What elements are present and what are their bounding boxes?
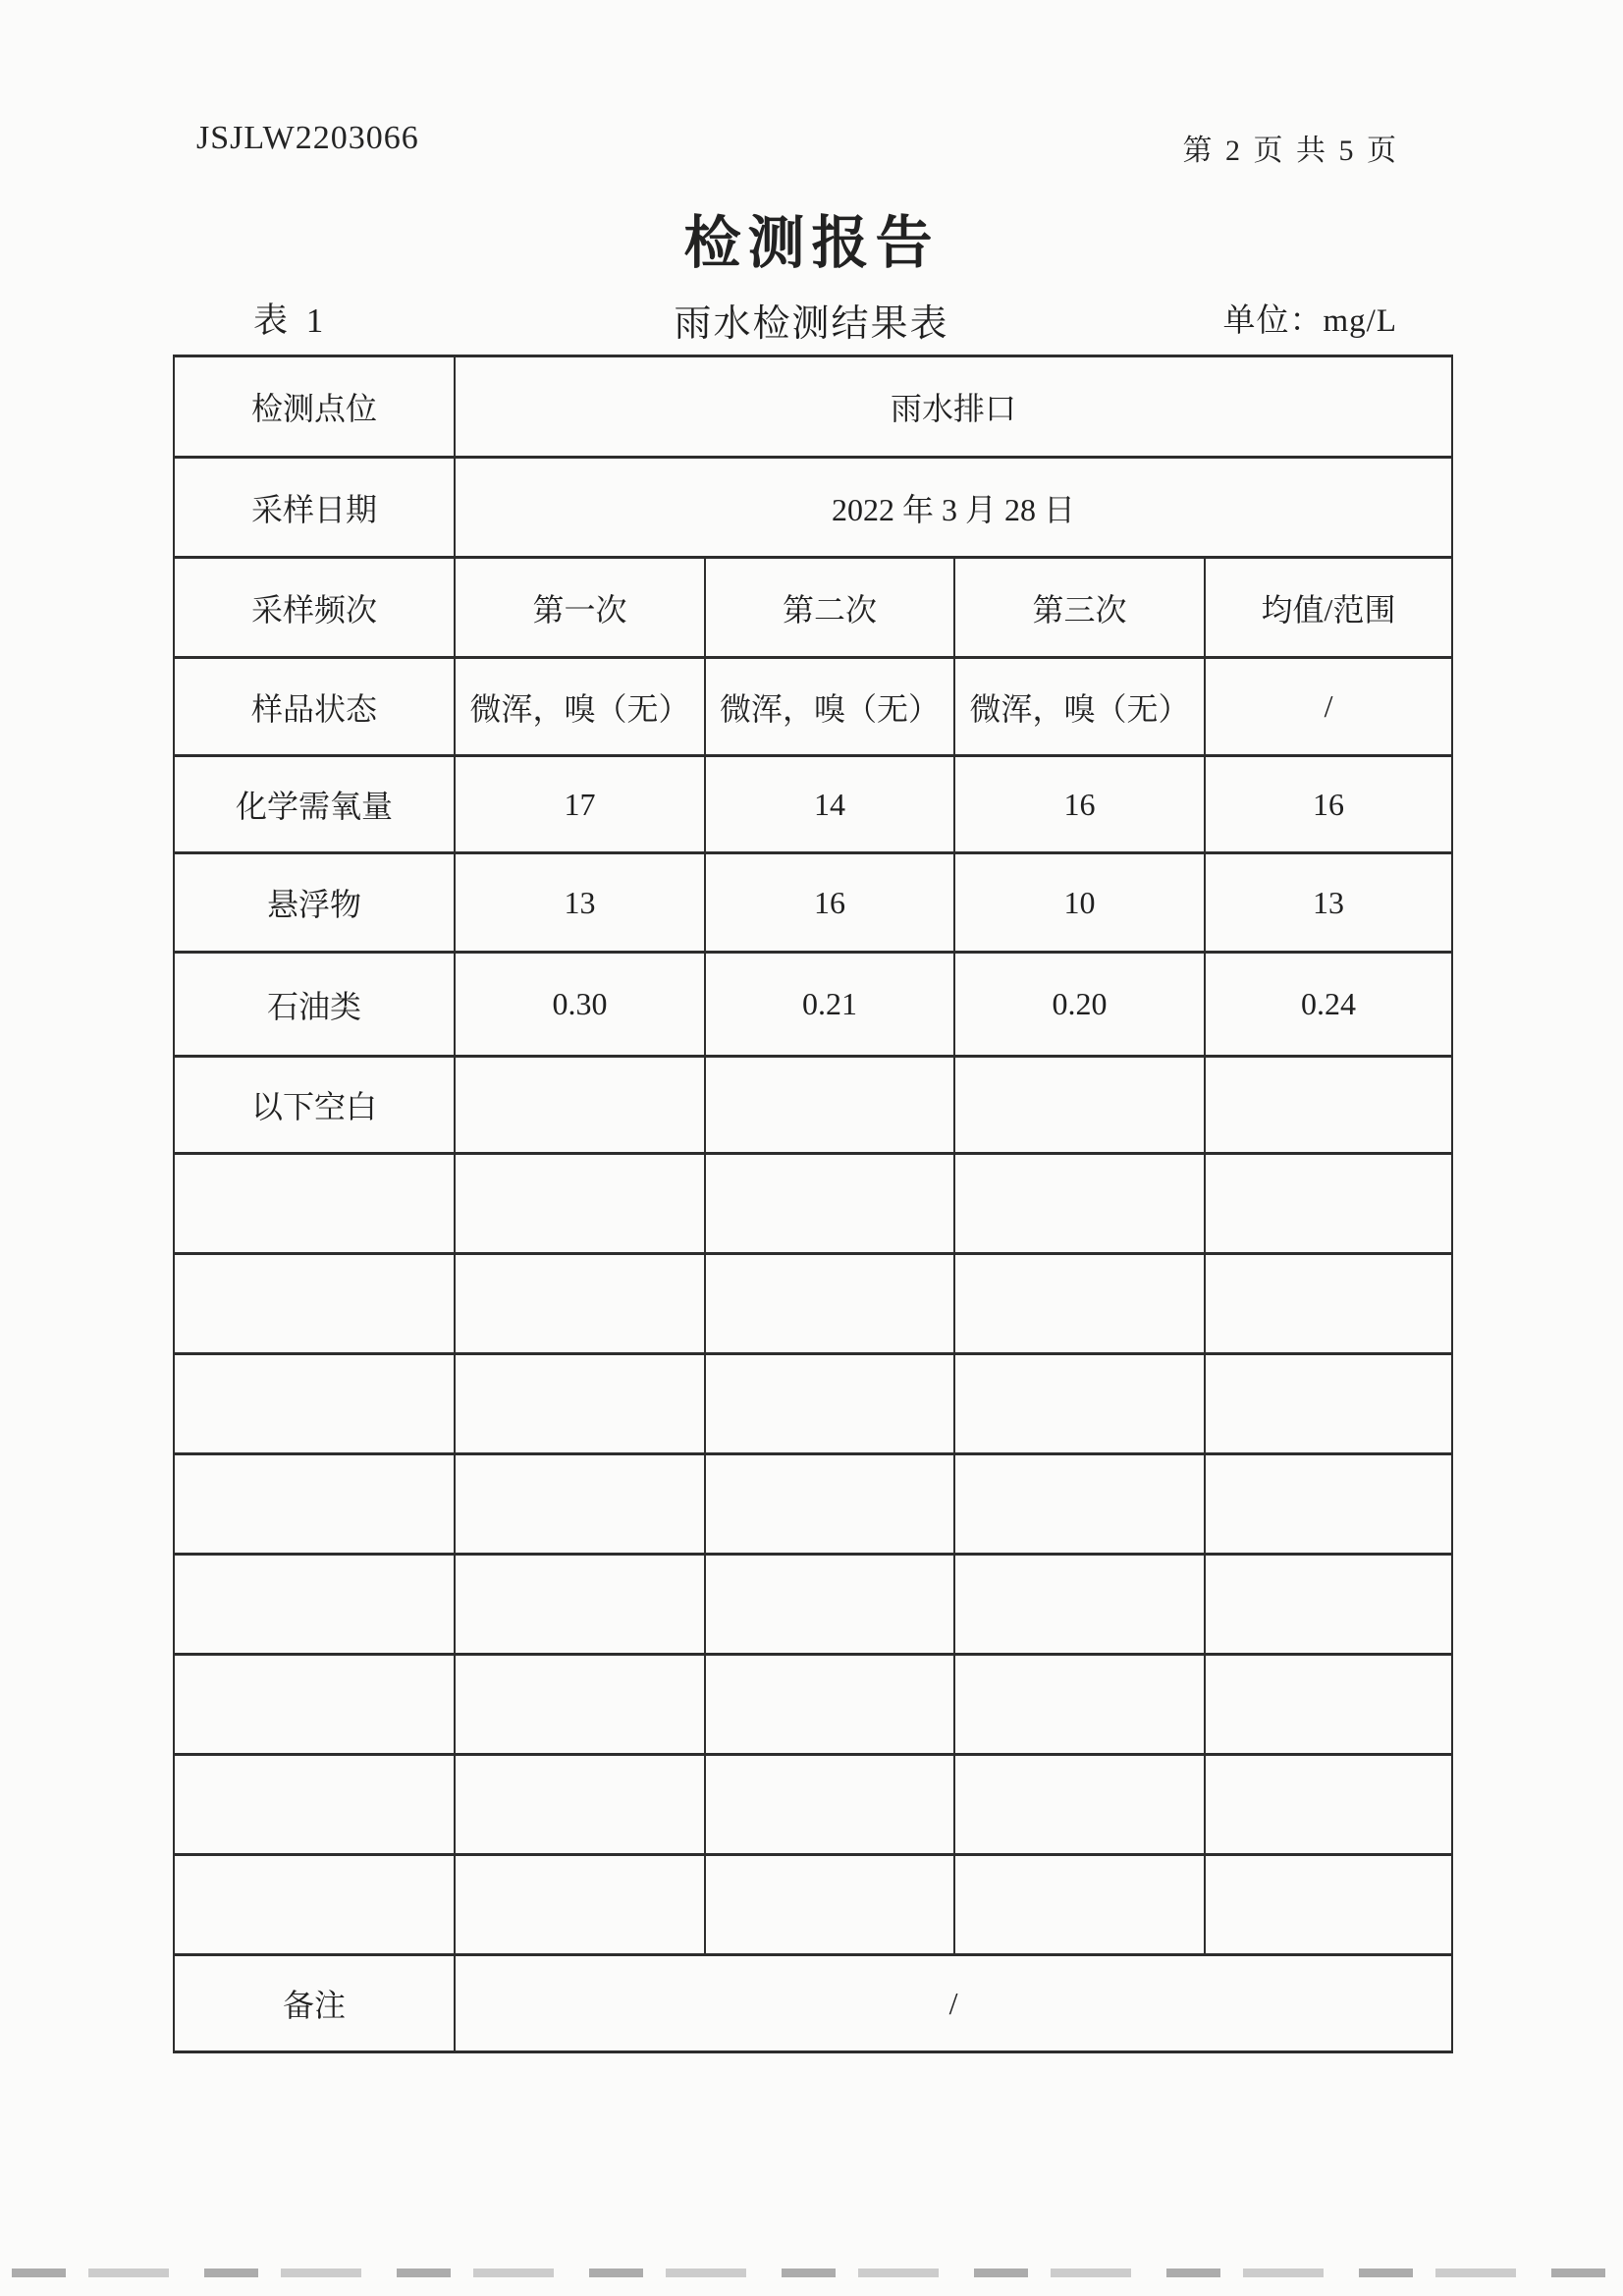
results-table: [173, 355, 1453, 2053]
row-petroleum: [174, 953, 1452, 1057]
report-title: 检测报告: [683, 211, 940, 275]
empty-cell: [455, 1354, 705, 1454]
unit-label: 单位：mg/L: [1222, 303, 1397, 339]
row-blank-below: [174, 1057, 1452, 1154]
empty-cell: [455, 1254, 705, 1354]
row-label: 悬浮物: [174, 853, 455, 953]
empty-cell: [705, 1454, 954, 1555]
row-label: 采样日期: [174, 458, 455, 558]
empty-cell: [174, 1755, 455, 1855]
empty-row: [174, 1855, 1452, 1955]
empty-cell: [954, 1555, 1205, 1655]
empty-cell: [174, 1354, 455, 1454]
row-suspended-solids: [174, 853, 1452, 953]
data-cell: 16: [954, 756, 1205, 853]
row-label: 化学需氧量: [174, 756, 455, 853]
empty-cell: [455, 1057, 705, 1154]
data-cell: 10: [954, 853, 1205, 953]
empty-row: [174, 1254, 1452, 1354]
data-cell: 13: [1205, 853, 1452, 953]
column-header: 第三次: [954, 558, 1205, 658]
data-cell: 17: [455, 756, 705, 853]
empty-cell: [174, 1454, 455, 1555]
row-sampling-frequency: [174, 558, 1452, 658]
sampling-date-value: 2022 年 3 月 28 日: [455, 458, 1452, 558]
empty-cell: [174, 1855, 455, 1955]
data-cell: 微浑，嗅（无）: [455, 658, 705, 756]
empty-cell: [455, 1555, 705, 1655]
page-number-indicator: 第 2 页 共 5 页: [1182, 135, 1399, 167]
row-remarks: [174, 1955, 1452, 2052]
data-cell: 0.24: [1205, 953, 1452, 1057]
row-label: 样品状态: [174, 658, 455, 756]
remarks-value: /: [455, 1955, 1452, 2052]
empty-cell: [455, 1154, 705, 1254]
empty-cell: [174, 1254, 455, 1354]
empty-cell: [954, 1254, 1205, 1354]
empty-row: [174, 1555, 1452, 1655]
empty-cell: [705, 1755, 954, 1855]
data-cell: 0.20: [954, 953, 1205, 1057]
empty-cell: [954, 1057, 1205, 1154]
row-label: 采样频次: [174, 558, 455, 658]
data-cell: 16: [1205, 756, 1452, 853]
empty-cell: [705, 1555, 954, 1655]
column-header: 第一次: [455, 558, 705, 658]
empty-cell: [1205, 1254, 1452, 1354]
empty-rows-section: [174, 1154, 1452, 1955]
row-sample-status: [174, 658, 1452, 756]
column-header: 均值/范围: [1205, 558, 1452, 658]
empty-cell: [1205, 1057, 1452, 1154]
data-cell: 0.21: [705, 953, 954, 1057]
empty-cell: [174, 1154, 455, 1254]
empty-cell: [1205, 1154, 1452, 1254]
row-label: 以下空白: [174, 1057, 455, 1154]
empty-cell: [455, 1655, 705, 1755]
data-cell: 16: [705, 853, 954, 953]
empty-cell: [705, 1655, 954, 1755]
empty-cell: [455, 1454, 705, 1555]
scan-edge-artifact: [12, 2269, 1612, 2277]
empty-cell: [455, 1755, 705, 1855]
row-monitoring-point: [174, 356, 1452, 458]
empty-cell: [174, 1655, 455, 1755]
row-label: 检测点位: [174, 356, 455, 458]
empty-row: [174, 1655, 1452, 1755]
monitoring-point-value: 雨水排口: [455, 356, 1452, 458]
empty-row: [174, 1755, 1452, 1855]
report-number: JSJLW2203066: [196, 120, 419, 156]
empty-cell: [174, 1555, 455, 1655]
empty-cell: [954, 1855, 1205, 1955]
data-cell: 13: [455, 853, 705, 953]
empty-cell: [705, 1154, 954, 1254]
empty-cell: [1205, 1555, 1452, 1655]
table-label: 表 1: [253, 301, 329, 340]
empty-cell: [1205, 1755, 1452, 1855]
empty-cell: [954, 1154, 1205, 1254]
empty-cell: [954, 1454, 1205, 1555]
empty-cell: [1205, 1454, 1452, 1555]
empty-cell: [705, 1057, 954, 1154]
data-cell: 微浑，嗅（无）: [954, 658, 1205, 756]
empty-row: [174, 1354, 1452, 1454]
column-header: 第二次: [705, 558, 954, 658]
empty-cell: [705, 1855, 954, 1955]
empty-cell: [705, 1254, 954, 1354]
empty-cell: [1205, 1354, 1452, 1454]
empty-cell: [705, 1354, 954, 1454]
row-label: 石油类: [174, 953, 455, 1057]
row-label: 备注: [174, 1955, 455, 2052]
empty-cell: [1205, 1655, 1452, 1755]
row-sampling-date: [174, 458, 1452, 558]
data-cell: 0.30: [455, 953, 705, 1057]
table-title: 雨水检测结果表: [674, 303, 949, 345]
data-cell: /: [1205, 658, 1452, 756]
empty-cell: [455, 1855, 705, 1955]
empty-cell: [1205, 1855, 1452, 1955]
row-cod: [174, 756, 1452, 853]
empty-row: [174, 1454, 1452, 1555]
empty-cell: [954, 1354, 1205, 1454]
data-cell: 微浑，嗅（无）: [705, 658, 954, 756]
empty-cell: [954, 1755, 1205, 1855]
data-cell: 14: [705, 756, 954, 853]
empty-cell: [954, 1655, 1205, 1755]
empty-row: [174, 1154, 1452, 1254]
